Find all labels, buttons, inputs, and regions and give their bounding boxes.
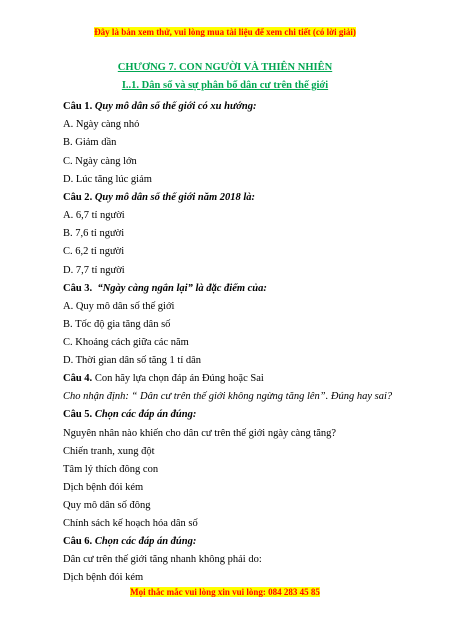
question-label: Câu 4. <box>63 373 93 384</box>
section-title: I..1. Dân số và sự phân bố dân cư trên thế giới <box>121 80 329 91</box>
question-4 <box>63 372 264 385</box>
contact-notice <box>0 587 450 597</box>
question-label: Câu 3. <box>63 283 93 294</box>
question-3 <box>63 282 267 295</box>
contact-notice-text: Mọi thắc mắc vui lòng xin vui lòng: 084 283 45 85 <box>130 587 320 597</box>
question-label: Câu 1 <box>63 101 90 112</box>
question-text: Quy mô dân số thế giới có xu hướng: <box>94 101 257 112</box>
option: C. 6,2 tỉ người <box>63 246 125 257</box>
question-label: Câu 6. <box>63 536 93 547</box>
option: C. Khoảng cách giữa các năm <box>63 337 189 348</box>
option: D. 7,7 tỉ người <box>63 265 125 276</box>
question-2: Câu 2. Quy mô dân số thế giới năm 2018 là: <box>63 192 256 203</box>
question-label: Câu 5. <box>63 409 93 420</box>
option: Dịch bệnh đói kém <box>63 572 144 583</box>
question-text: Chọn các đáp án đúng: <box>92 409 197 420</box>
question-1: Câu 1. Quy mô dân số thế giới có xu hướng: <box>63 101 257 112</box>
question-label: Câu 2 <box>63 192 90 203</box>
question-text: “Ngày càng ngắn lại” là đặc điểm của: <box>97 283 267 294</box>
option: Chiến tranh, xung đột <box>63 446 155 457</box>
question-text: Chọn các đáp án đúng: <box>92 536 197 547</box>
question-5 <box>63 408 196 421</box>
chapter-title: CHƯƠNG 7. CON NGƯỜI VÀ THIÊN NHIÊN <box>117 62 333 73</box>
option: Chính sách kế hoạch hóa dân số <box>63 518 198 529</box>
option: Tâm lý thích đông con <box>63 464 159 475</box>
option: A. Quy mô dân số thế giới <box>63 301 175 312</box>
option: A. 6,7 tỉ người <box>63 210 125 221</box>
option: D. Thời gian dân số tăng 1 tỉ dân <box>63 355 202 366</box>
question-text: Con hãy lựa chọn đáp án Đúng hoặc Sai <box>92 373 264 384</box>
preview-notice <box>0 27 450 37</box>
question-prompt: Nguyên nhân nào khiến cho dân cư trên thế giới ngày càng tăng? <box>63 428 337 439</box>
option: C. Ngày càng lớn <box>63 156 137 167</box>
option: B. Giảm dần <box>63 137 117 148</box>
question-text: Quy mô dân số thế giới năm 2018 là: <box>94 192 256 203</box>
question-statement: Cho nhận định: “ Dân cư trên thế giới không ngừng tăng lên”. Đúng hay sai? <box>63 391 393 402</box>
option: B. 7,6 tỉ người <box>63 228 125 239</box>
preview-notice-text: Đây là bản xem thử, vui lòng mua tài liệu để xem chi tiết (có lời giải) <box>94 27 356 37</box>
question-prompt: Dân cư trên thế giới tăng nhanh không phải do: <box>63 554 262 565</box>
option: Quy mô dân số đông <box>63 500 151 511</box>
option: D. Lúc tăng lúc giảm <box>63 174 152 185</box>
question-6 <box>63 535 196 548</box>
option: B. Tốc độ gia tăng dân số <box>63 319 171 330</box>
option: A. Ngày càng nhỏ <box>63 119 140 130</box>
option: Dịch bệnh đói kém <box>63 482 144 493</box>
